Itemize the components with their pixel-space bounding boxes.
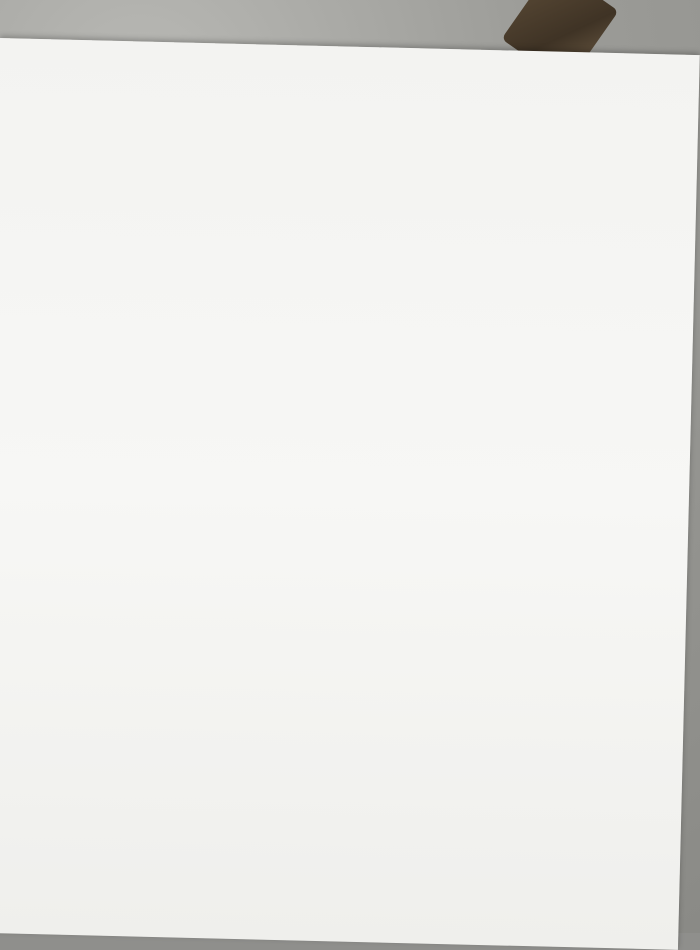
right-column <box>381 83 700 91</box>
index-title <box>21 75 371 84</box>
left-column <box>21 75 371 90</box>
book-page <box>0 38 700 950</box>
